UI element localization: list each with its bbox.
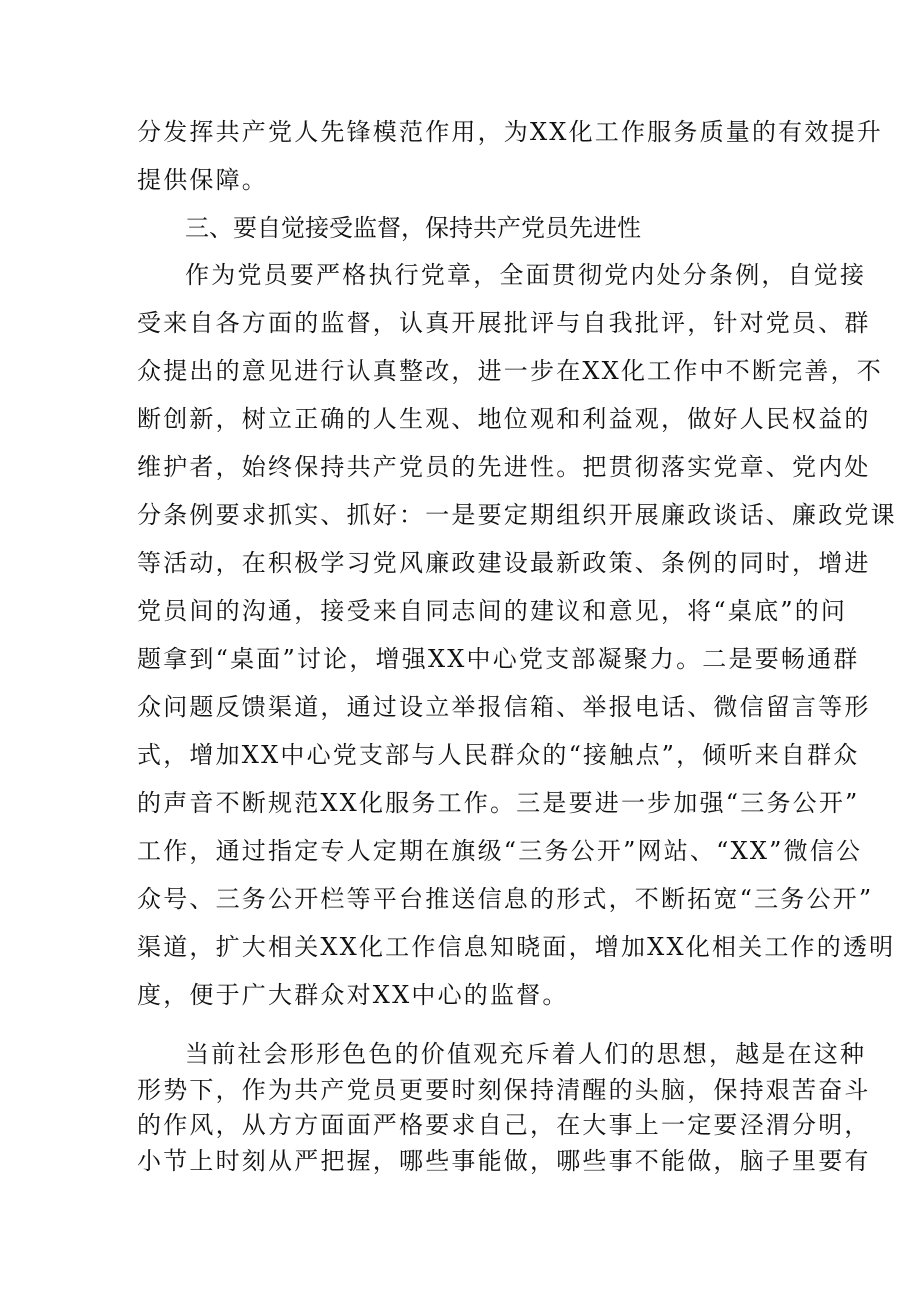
paragraph-line: 题拿到“桌面”讨论，增强XX中心党支部凝聚力。二是要畅通群 bbox=[137, 645, 860, 673]
paragraph-line: 众提出的意见进行认真整改，进一步在XX化工作中不断完善，不 bbox=[137, 357, 883, 385]
paragraph-line: 众号、三务公开栏等平台推送信息的形式，不断拓宽“三务公开” bbox=[137, 885, 874, 913]
section-heading: 三、要自觉接受监督，保持共产党员先进性 bbox=[185, 214, 641, 242]
paragraph-line: 分发挥共产党人先锋模范作用，为XX化工作服务质量的有效提升 bbox=[137, 118, 883, 146]
paragraph-line: 提供保障。 bbox=[137, 166, 268, 194]
paragraph-line: 等活动，在积极学习党风廉政建设最新政策、条例的同时，增进 bbox=[137, 549, 871, 577]
paragraph-line: 工作，通过指定专人定期在旗级“三务公开”网站、“XX”微信公 bbox=[137, 837, 863, 865]
paragraph-line: 作为党员要严格执行党章，全面贯彻党内处分条例，自觉接 bbox=[185, 261, 867, 289]
paragraph-line: 当前社会形形色色的价值观充斥着人们的思想，越是在这种 bbox=[185, 1040, 867, 1068]
paragraph-line: 众问题反馈渠道，通过设立举报信箱、举报电话、微信留言等形 bbox=[137, 693, 871, 721]
paragraph-line: 的作风，从方方面面严格要求自己，在大事上一定要泾渭分明， bbox=[137, 1111, 871, 1139]
paragraph-line: 党员间的沟通，接受来自同志间的建议和意见，将“桌底”的问 bbox=[137, 597, 848, 625]
paragraph-line: 形势下，作为共产党员更要时刻保持清醒的头脑，保持艰苦奋斗 bbox=[137, 1076, 871, 1104]
paragraph-line: 度，便于广大群众对XX中心的监督。 bbox=[137, 981, 569, 1009]
paragraph-line: 受来自各方面的监督，认真开展批评与自我批评，针对党员、群 bbox=[137, 309, 871, 337]
paragraph-line: 渠道，扩大相关XX化工作信息知晓面，增加XX化相关工作的透明 bbox=[137, 933, 896, 961]
paragraph-line: 的声音不断规范XX化服务工作。三是要进一步加强“三务公开” bbox=[137, 789, 860, 817]
paragraph-line: 断创新，树立正确的人生观、地位观和利益观，做好人民权益的 bbox=[137, 405, 871, 433]
paragraph-line: 式，增加XX中心党支部与人民群众的“接触点”，倾听来自群众 bbox=[137, 741, 860, 769]
paragraph-line: 小节上时刻从严把握，哪些事能做，哪些事不能做，脑子里要有 bbox=[137, 1147, 871, 1175]
paragraph-line: 维护者，始终保持共产党员的先进性。把贯彻落实党章、党内处 bbox=[137, 453, 871, 481]
paragraph-line: 分条例要求抓实、抓好：一是要定期组织开展廉政谈话、廉政党课 bbox=[137, 501, 897, 529]
